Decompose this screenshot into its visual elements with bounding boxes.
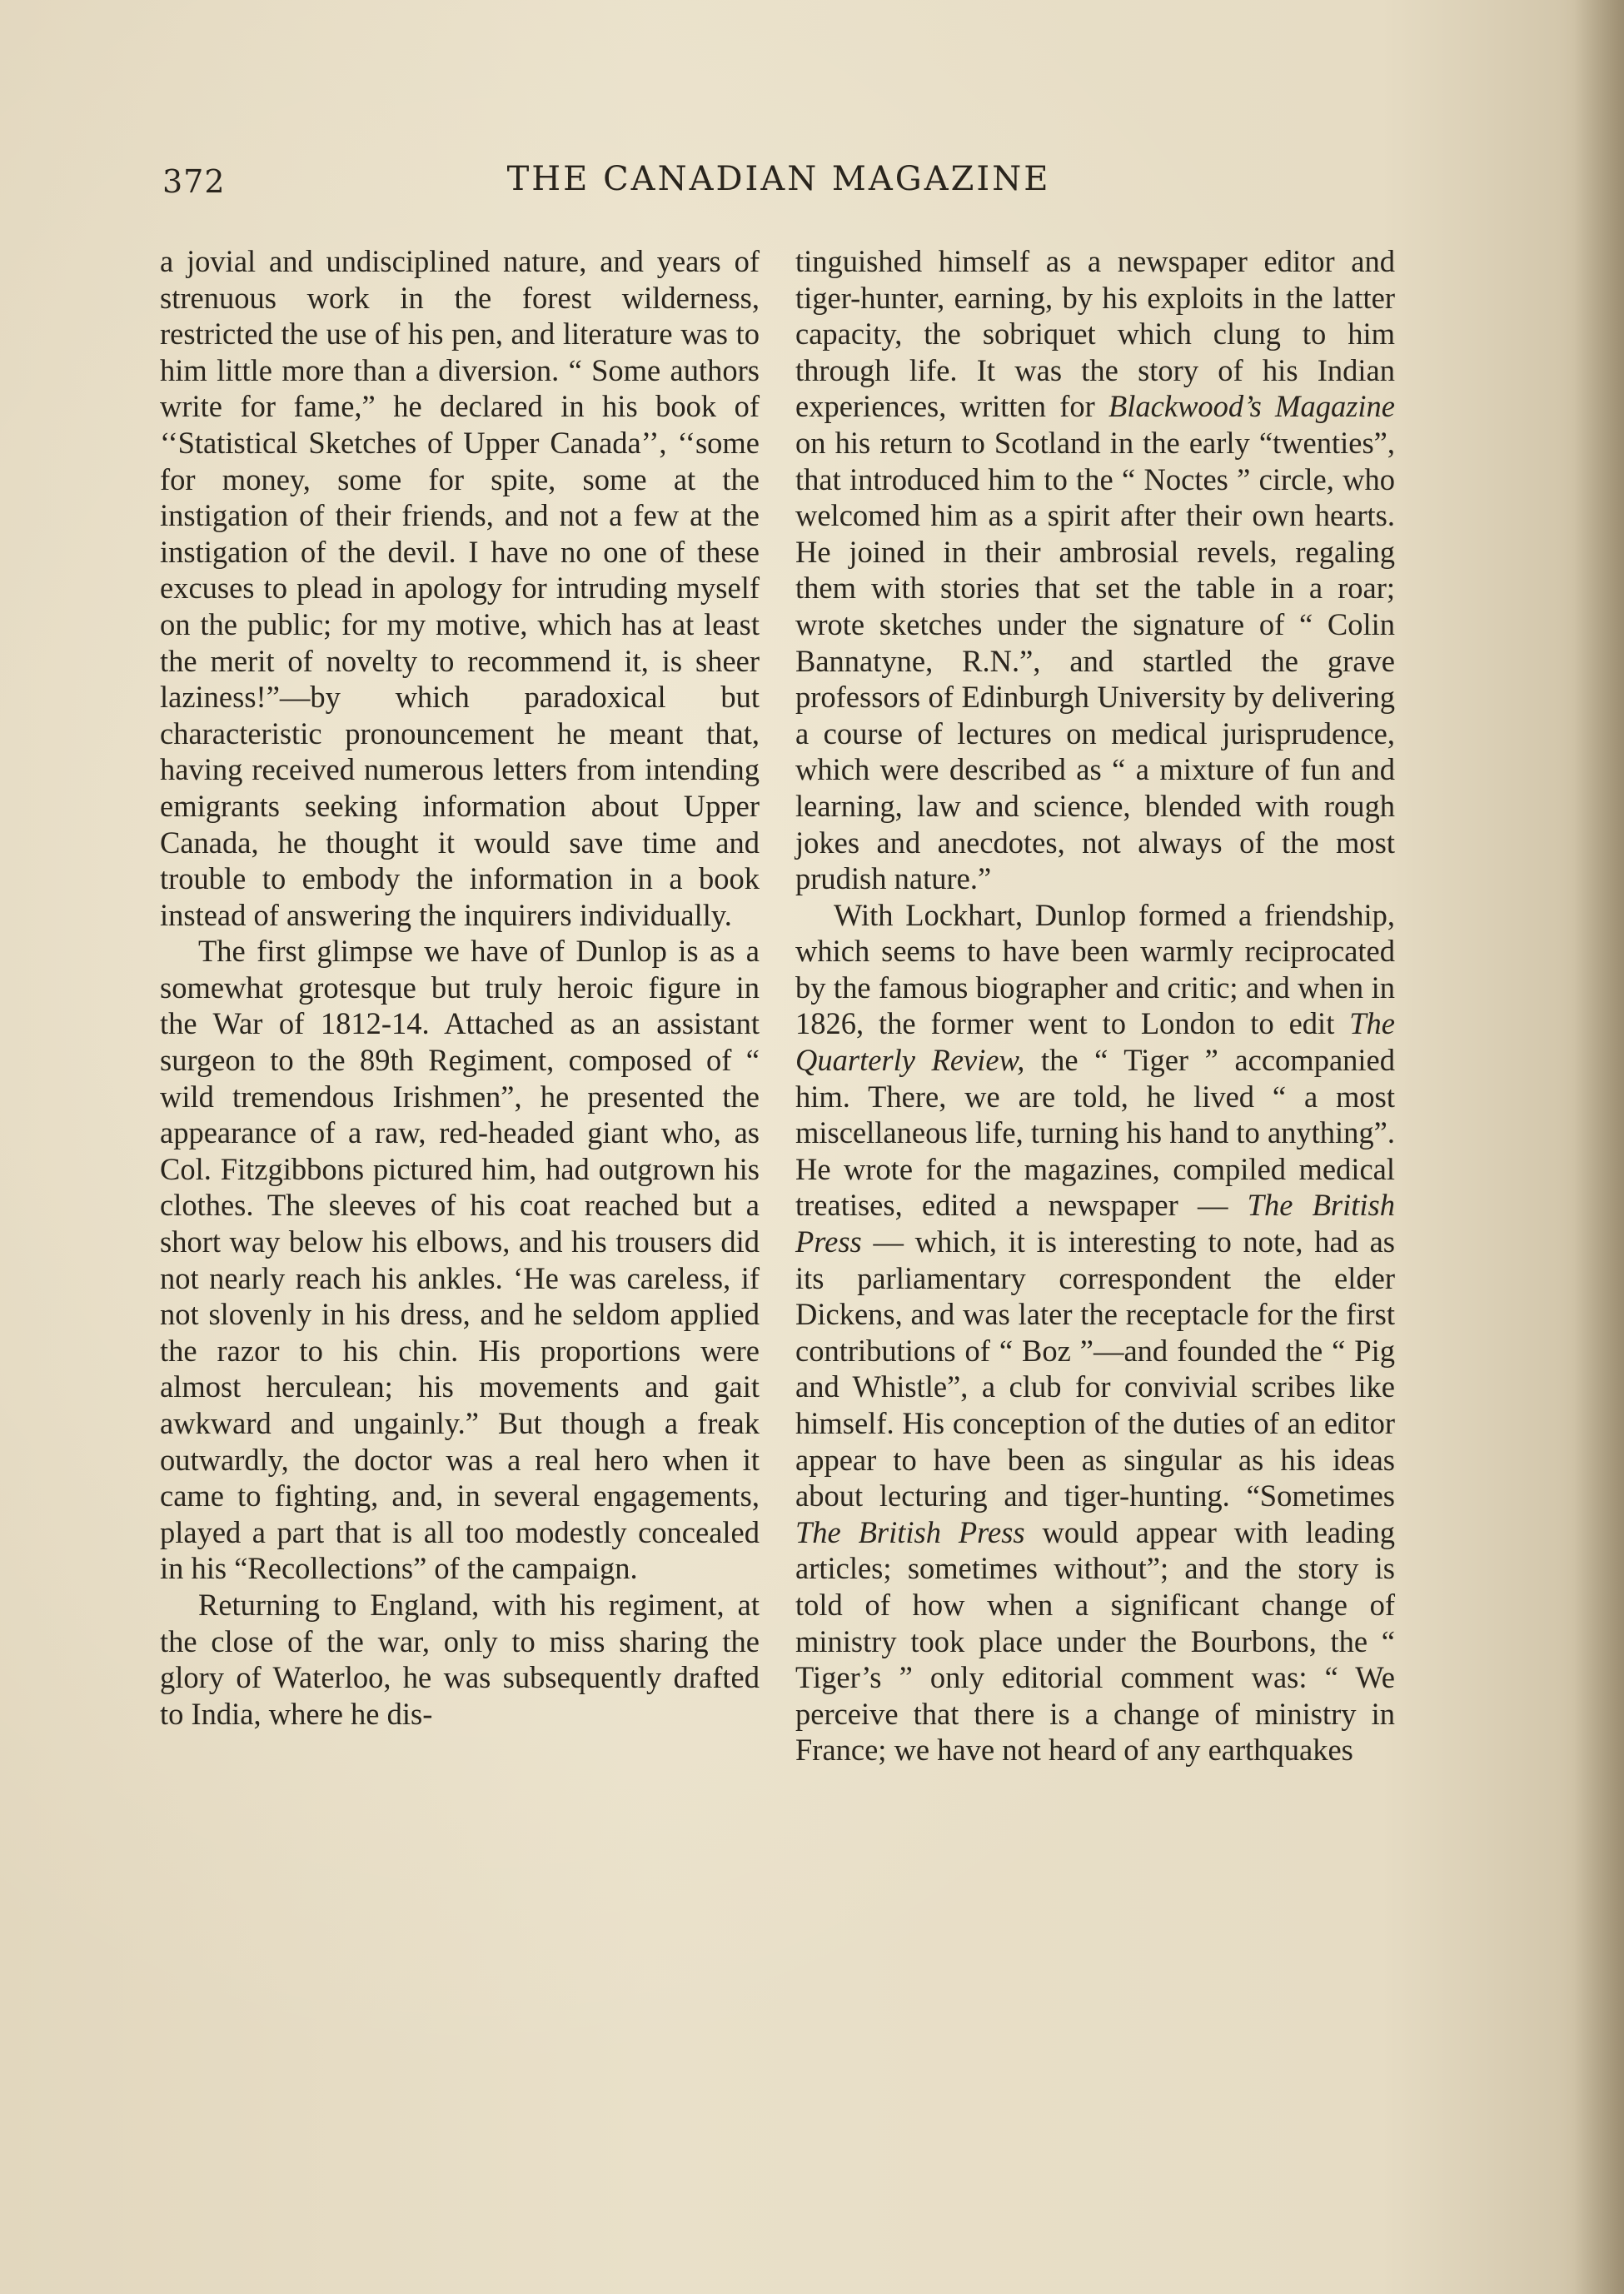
paragraph-tiger-hunter [795, 243, 1395, 897]
text-run: the “ Tiger ” accompanied him. There, we are told, he lived “ a most miscellaneous life, turning his hand to anything”. He wrote for the magazines, compiled medical treatises, edited a newspaper — [795, 1043, 1395, 1223]
page-number: 372 [162, 163, 226, 200]
right-column [795, 243, 1395, 1768]
italic-title-british-press: The British Press [795, 1514, 1025, 1549]
text-run: With Lockhart, Dunlop formed a friendship, which seems to have been warmly reciprocated by the famous biographer and critic; and when in 1826, the former went to London to edit [795, 897, 1395, 1041]
italic-title-quarterly-review: The Quarterly Review, [795, 1006, 1395, 1078]
paragraph-first-glimpse: The first glimpse we have of Dunlop is as a somewhat grotesque but truly heroic figure in the War of 1812-14. Attached as an assistant surgeon to the 89th Regiment, composed of “ wild tremendous Irishmen”, he presented the appearance of a raw, red-headed giant who, as Col. Fitzgibbons pictured him, had outgrown his clothes. The sleeves of his coat reached but a short way below his elbows, and his trousers did not nearly reach his ankles. ‘He was careless, if not slovenly in his dress, and he seldom applied the razor to his chin. His proportions were almost herculean; his movements and gait awkward and ungainly.” But though a freak outwardly, the doctor was a real hero when it came to fighting, and, in several engagements, played a part that is all too modestly concealed in his “Recollections” of the campaign. [160, 934, 760, 1586]
paragraph-returning: Returning to England, with his regiment, at the close of the war, only to miss sharing the glory of Waterloo, he was subsequently drafted to India, where he dis- [160, 1587, 760, 1731]
text-run: would appear with leading articles; sometimes without”; and the story is told of how when a significant change of ministry took place under the Bourbons, the “ Tiger’s ” only editorial comment was: “ We perceive that there is a change of ministry in France; we have not heard of any earthquakes [795, 1514, 1395, 1768]
text-run: — which, it is interesting to note, had as its parliamentary correspondent the elder Dickens, and was later the receptacle for the first contributions of “ Boz ”—and founded the “ Pig and Whistle”, a club for convivial scribes like himself. His conception of the duties of an editor appear to have been as singular as his ideas about lecturing and tiger-hunting. “Sometimes [795, 1224, 1395, 1514]
text-run: tinguished himself as a newspaper editor and tiger-hunter, earning, by his exploits in the latter capacity, the sobriquet which clung to him through life. It was the story of his Indian experiences, written for [795, 244, 1395, 424]
magazine-title: THE CANADIAN MAGAZINE [506, 160, 1051, 198]
italic-title-blackwoods: Blackwood’s Magazine [1108, 389, 1395, 424]
text-run: on his return to Scotland in the early “twenties”, that introduced him to the “ Noctes ” circle, who welcomed him as a spirit after their own hearts. He joined in their ambrosial revels, regaling them with stories that set the table in a roar; wrote sketches under the signature of “ Colin Bannatyne, R.N.”, and startled the grave professors of Edinburgh University by delivering a course of lectures on medical jurisprudence, which were described as “ a mixture of fun and learning, law and science, blended with rough jokes and anecdotes, not always of the most prudish nature.” [795, 425, 1395, 896]
italic-title-british-press: The British Press [795, 1188, 1395, 1259]
paragraph-continued: a jovial and undisciplined nature, and years of strenuous work in the forest wilderness, restricted the use of his pen, and literature was to him little more than a diversion. “ Some authors write for fame,” he declared in his book of ‘‘Statistical Sketches of Upper Canada’’, ‘‘some for money, some for spite, some at the instigation of their friends, and not a few at the instigation of the devil. I have no one of these excuses to plead in apology for intruding myself on the public; for my motive, which has at least the merit of novelty to recommend it, is sheer laziness!”—by which paradoxical but characteristic pronouncement he meant that, having received numerous letters from intending emigrants seeking information about Upper Canada, he thought it would save time and trouble to embody the information in a book instead of answering the inquirers individually. [160, 244, 760, 932]
left-column [160, 243, 760, 1732]
paragraph-lockhart [795, 897, 1395, 1768]
page-edge-shadow [1574, 0, 1624, 2294]
running-head [158, 160, 1399, 210]
